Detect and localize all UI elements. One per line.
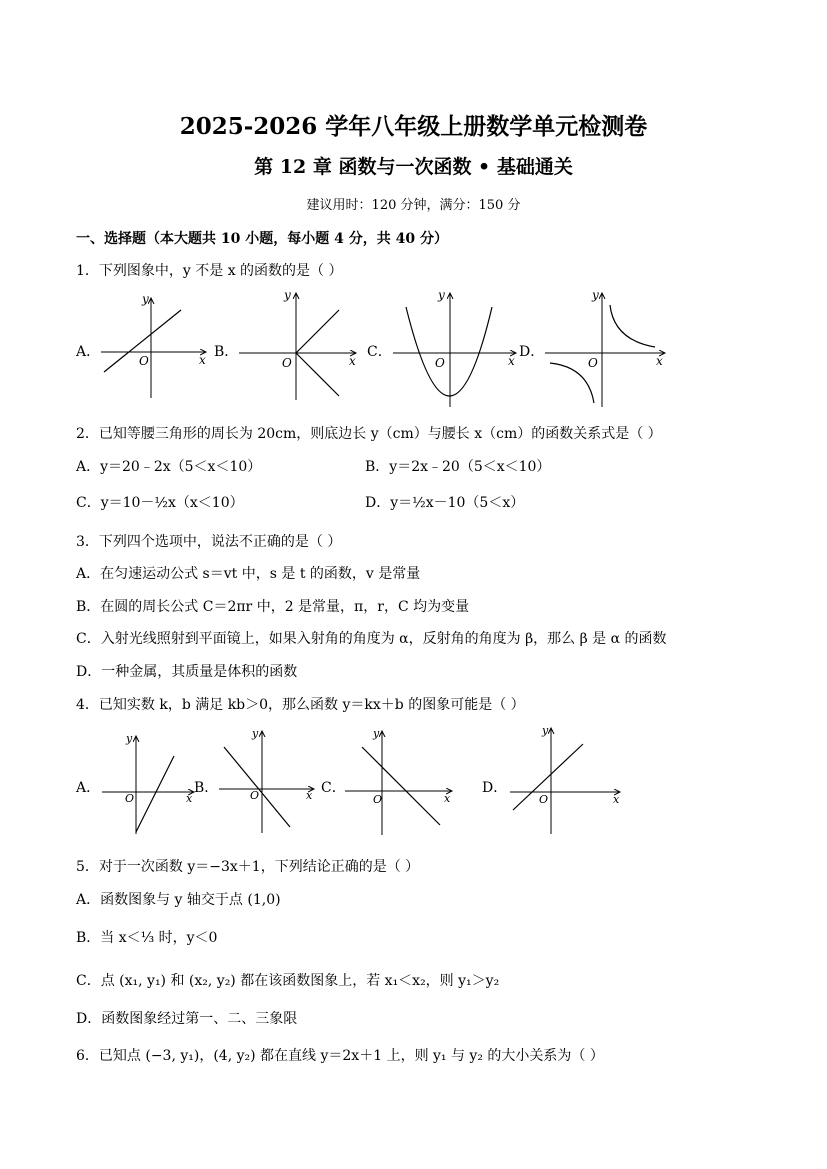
q4-graph-c bbox=[340, 725, 458, 837]
y-axis-label: y bbox=[126, 732, 133, 745]
q1-graph-a bbox=[96, 290, 216, 405]
x-axis-label: x bbox=[349, 354, 356, 368]
graph-line bbox=[362, 747, 440, 825]
q3-stem: 3．下列四个选项中，说法不正确的是（ ） bbox=[76, 534, 342, 550]
q2-option-b: B．y＝2x﹣20（5＜x＜10） bbox=[365, 459, 551, 475]
origin-label: O bbox=[435, 356, 445, 370]
q4-graph-a bbox=[94, 730, 204, 838]
origin-label: O bbox=[373, 793, 383, 806]
q1-graph-d bbox=[540, 285, 670, 410]
y-axis-label: y bbox=[142, 292, 149, 306]
q1-label-d: D． bbox=[519, 344, 545, 360]
q4-graph-d bbox=[505, 722, 627, 837]
y-axis-label: y bbox=[284, 288, 291, 302]
graph-parabola bbox=[406, 307, 492, 396]
q1-label-c: C． bbox=[367, 344, 392, 360]
origin-label: O bbox=[250, 789, 260, 802]
x-axis-label: x bbox=[199, 353, 206, 367]
y-axis-label: y bbox=[438, 288, 445, 302]
graph-hyperbola-branch-1 bbox=[610, 305, 655, 347]
q5-option-a: A．函数图象与 y 轴交于点 (1,0) bbox=[76, 892, 281, 908]
q2-option-d: D．y＝½x－10（5＜x） bbox=[365, 495, 525, 511]
q4-label-d: D． bbox=[482, 780, 508, 796]
q2-option-c: C．y＝10－½x（x＜10） bbox=[76, 495, 244, 511]
origin-label: O bbox=[539, 793, 549, 806]
page-subtitle: 第 12 章 函数与一次函数 • 基础通关 bbox=[254, 156, 573, 178]
y-axis-label: y bbox=[373, 727, 380, 740]
q5-option-d: D．函数图象经过第一、二、三象限 bbox=[76, 1011, 298, 1027]
q3-option-a: A．在匀速运动公式 s＝vt 中，s 是 t 的函数，v 是常量 bbox=[76, 566, 421, 582]
q4-label-b: B． bbox=[194, 780, 219, 796]
q5-stem: 5．对于一次函数 y＝−3x＋1，下列结论正确的是（ ） bbox=[76, 859, 420, 875]
page-title: 2025-2026 学年八年级上册数学单元检测卷 bbox=[179, 113, 648, 140]
y-axis-label: y bbox=[542, 724, 549, 737]
x-axis-label: x bbox=[186, 792, 193, 805]
y-axis-label: y bbox=[592, 288, 599, 302]
q1-graph-b bbox=[234, 285, 364, 405]
x-axis-label: x bbox=[613, 793, 620, 806]
q4-stem: 4．已知实数 k，b 满足 kb＞0，那么函数 y＝kx＋b 的图象可能是（ ） bbox=[76, 697, 525, 713]
q4-graph-b bbox=[214, 725, 324, 837]
origin-label: O bbox=[125, 792, 135, 805]
q1-graph-c bbox=[388, 285, 523, 410]
graph-ray-up bbox=[296, 310, 339, 353]
x-axis-label: x bbox=[656, 354, 663, 368]
q3-option-b: B．在圆的周长公式 C＝2πr 中，2 是常量，π，r，C 均为变量 bbox=[76, 599, 470, 615]
section-heading: 一、选择题（本大题共 10 小题，每小题 4 分，共 40 分） bbox=[76, 231, 448, 247]
origin-label: O bbox=[282, 356, 292, 370]
time-score-note: 建议用时：120 分钟，满分：150 分 bbox=[306, 198, 521, 213]
x-axis-label: x bbox=[444, 792, 451, 805]
q1-label-a: A． bbox=[76, 344, 101, 360]
graph-line bbox=[136, 756, 174, 832]
q2-option-a: A．y＝20﹣2x（5＜x＜10） bbox=[76, 459, 262, 475]
q3-option-d: D．一种金属，其质量是体积的函数 bbox=[76, 664, 298, 680]
graph-line bbox=[224, 747, 290, 827]
q1-label-b: B． bbox=[214, 344, 239, 360]
q5-option-b: B．当 x＜⅓ 时，y＜0 bbox=[76, 930, 218, 946]
q4-label-c: C． bbox=[321, 780, 346, 796]
origin-label: O bbox=[588, 356, 598, 370]
graph-ray-down bbox=[296, 353, 339, 396]
origin-label: O bbox=[139, 354, 149, 368]
q5-option-c: C．点 (x₁, y₁) 和 (x₂, y₂) 都在该函数图象上，若 x₁＜x₂，则 y₁＞y₂ bbox=[76, 973, 500, 989]
y-axis-label: y bbox=[252, 727, 259, 740]
x-axis-label: x bbox=[306, 789, 313, 802]
q1-stem: 1．下列图象中，y 不是 x 的函数的是（ ） bbox=[76, 263, 343, 279]
x-axis-label: x bbox=[508, 354, 515, 368]
q2-stem: 2．已知等腰三角形的周长为 20cm，则底边长 y（cm）与腰长 x（cm）的函数关系式是（ ） bbox=[76, 426, 662, 442]
q4-label-a: A． bbox=[76, 780, 101, 796]
q6-stem: 6．已知点 (−3, y₁)，(4, y₂) 都在直线 y＝2x＋1 上，则 y₁ 与 y₂ 的大小关系为（ ） bbox=[76, 1048, 604, 1064]
q3-option-c: C．入射光线照射到平面镜上，如果入射角的角度为 α，反射角的角度为 β，那么 β 是 α 的函数 bbox=[76, 631, 667, 647]
